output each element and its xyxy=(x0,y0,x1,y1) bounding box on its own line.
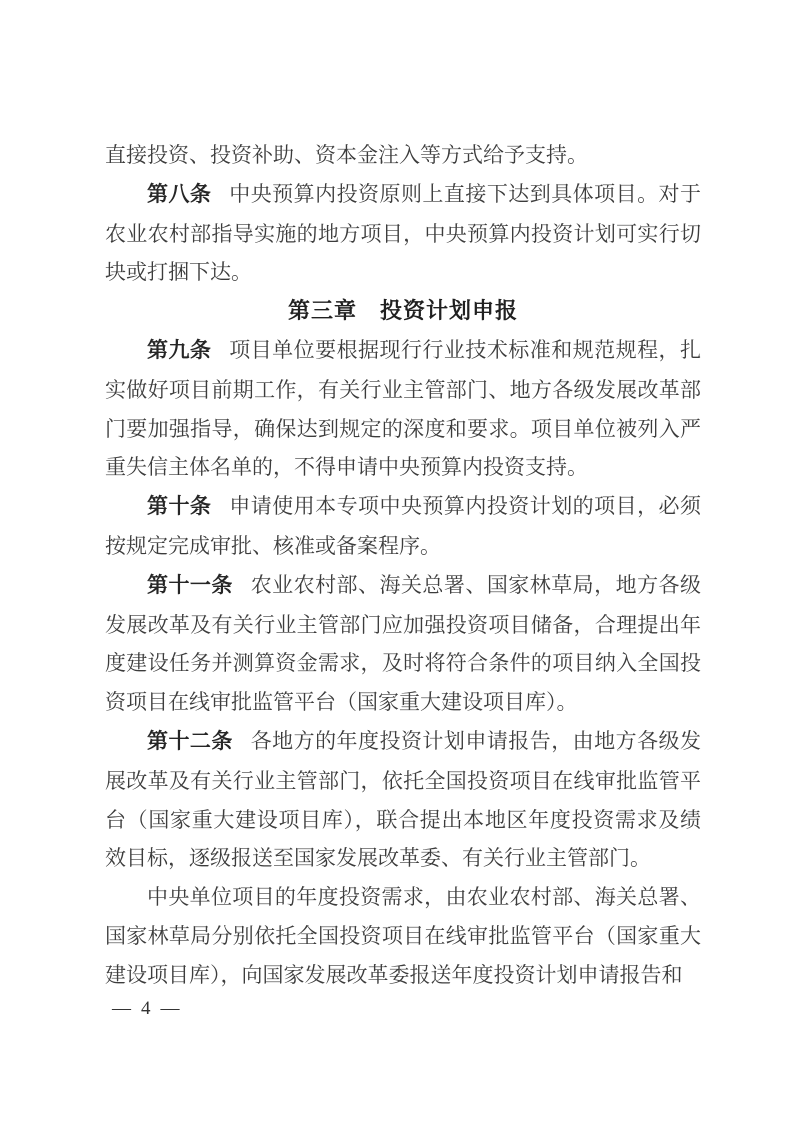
article-9-paragraph xyxy=(105,331,701,487)
document-body xyxy=(105,136,701,995)
article-9-text: 项目单位要根据现行行业技术标准和规范规程，扎实做好项目前期工作，有关行业主管部门、地方各级发展改革部门要加强指导，确保达到规定的深度和要求。项目单位被列入严重失信主体名单的，不得申请中央预算内投资支持。 xyxy=(105,337,702,480)
article-8-paragraph xyxy=(105,175,701,292)
article-12-text: 各地方的年度投资计划申请报告，由地方各级发展改革及有关行业主管部门，依托全国投资项目在线审批监管平台（国家重大建设项目库），联合提出本地区年度投资需求及绩效目标，逐级报送至国家发展改革委、有关行业主管部门。 xyxy=(105,728,701,871)
page-number-value: 4 xyxy=(141,998,151,1019)
article-8-text: 中央预算内投资原则上直接下达到具体项目。对于农业农村部指导实施的地方项目，中央预算内投资计划可实行切块或打捆下达。 xyxy=(105,181,702,285)
article-11-paragraph xyxy=(105,566,701,722)
article-11-text: 农业农村部、海关总署、国家林草局，地方各级发展改革及有关行业主管部门应加强投资项目储备，合理提出年度建设任务并测算资金需求，及时将符合条件的项目纳入全国投资项目在线审批监管平台（国家重大建设项目库）。 xyxy=(105,572,701,715)
article-9-number: 第九条 xyxy=(147,338,212,362)
article-12-paragraph xyxy=(105,722,701,878)
article-10-number: 第十条 xyxy=(147,495,212,519)
article-10-paragraph xyxy=(105,487,701,566)
page-number-left-dash: — xyxy=(112,998,131,1019)
article-8-number: 第八条 xyxy=(147,182,212,206)
article-11-number: 第十一条 xyxy=(147,573,233,597)
page-number-right-dash: — xyxy=(160,998,180,1019)
article-12-number: 第十二条 xyxy=(147,729,233,753)
page-number xyxy=(112,997,180,1021)
paragraph-central-units: 中央单位项目的年度投资需求，由农业农村部、海关总署、国家林草局分别依托全国投资项目在线审批监管平台（国家重大建设项目库），向国家发展改革委报送年度投资计划申请报告和 xyxy=(105,885,701,987)
paragraph-continuation: 直接投资、投资补助、资本金注入等方式给予支持。 xyxy=(105,143,588,167)
chapter-heading: 第三章 投资计划申报 xyxy=(287,298,518,324)
article-10-text: 申请使用本专项中央预算内投资计划的项目，必须按规定完成审批、核准或备案程序。 xyxy=(105,494,702,558)
